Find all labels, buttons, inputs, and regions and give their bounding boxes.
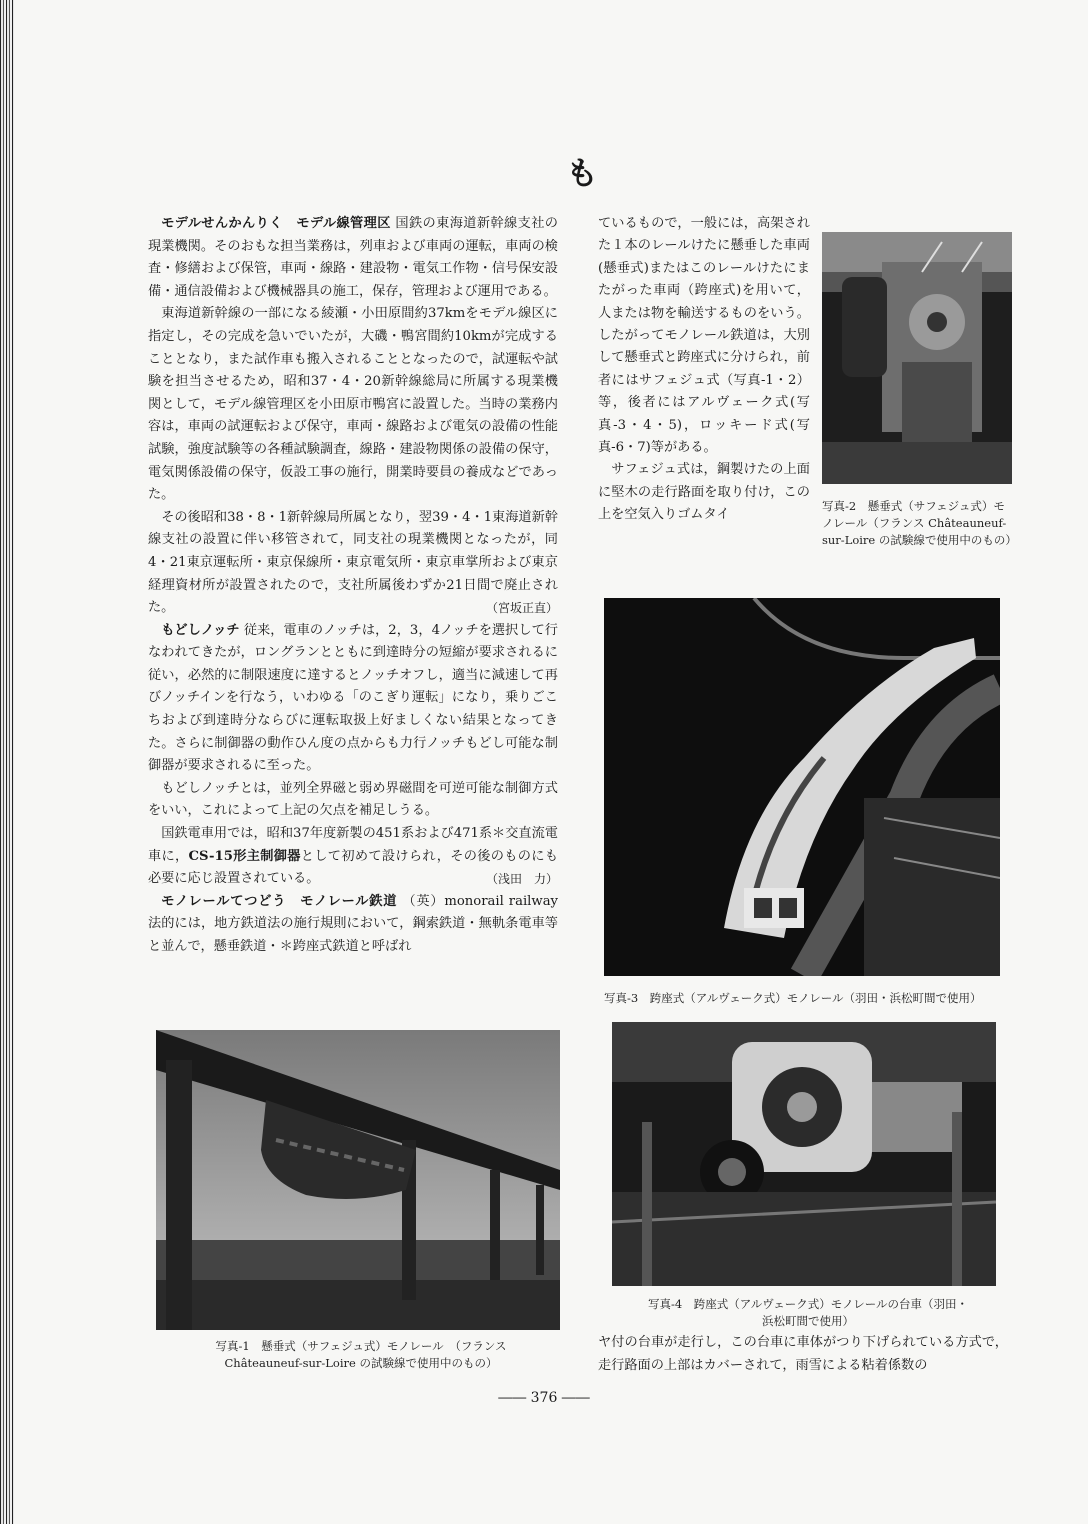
paragraph: ているもので，一般には，高架された１本のレールけたに懸垂した車両(懸垂式)またはこのレールけたにまたがった車両（跨座式)を用いて，人または物を輸送するものをいう。したがってモノレール鉄道は，大別して懸垂式と跨座式に分けられ，前者にはサフェジュ式（写真-1・2）等，後者にはアルヴェーク式(写真-3・4・5)，ロッキード式(写真-6・7)等がある。 bbox=[598, 216, 810, 456]
paragraph: サフェジュ式は，鋼製けたの上面に堅木の走行路面を取り付け，この上を空気入りゴムタイ bbox=[598, 462, 810, 523]
author-credit: （宮坂正直） bbox=[485, 601, 558, 616]
photo-4-alweg-bogie bbox=[612, 1022, 996, 1286]
paragraph: その後昭和38・8・1新幹線局所属となり，翌39・4・1東海道新幹線支社の設置に伴い移管されて，同支社の現業機関となったが，同4・21東京運転所・東京保線所・東京電気所・東京車掌所および東京経理資材所が設置されたので，支社所属後わずか21日間で廃止された。 （宮坂正直） bbox=[148, 507, 558, 620]
entry-term: もどしノッチ bbox=[161, 622, 240, 638]
section-heading-kana: も bbox=[566, 154, 599, 192]
paragraph: もどしノッチとは，並列全界磁と弱め界磁間を可逆可能な制御方式をいい，これによって上記の欠点を補足しうる。 bbox=[148, 780, 558, 819]
photo-2-caption: 写真-2 懸垂式（サフェジュ式）モノレール（フランス Châteauneuf-sur-Loire の試験線で使用中のもの） bbox=[822, 499, 1017, 547]
paragraph: ヤ付の台車が走行し，この台車に車体がつり下げられている方式で，走行路面の上部はカバーされて，雨雪による粘着係数の bbox=[598, 1335, 1008, 1373]
entry-monorail bbox=[148, 891, 572, 959]
author-credit: （浅田 力） bbox=[485, 872, 558, 887]
entry-text: 国鉄の東海道新幹線支社の現業機関。そのおもな担当業務は，列車および車両の運転，車両の検査・修繕および保管，車両・線路・建設物・電気工作物・信号保安設備・通信設備および機械器具の施工，保存，管理および運用である。 bbox=[148, 216, 558, 299]
entry-text: （英）monorail railway 法的には，地方鉄道法の施行規則において，鋼索鉄道・無軌条電車等と並んで，懸垂鉄道・＊跨座式鉄道と呼ばれ bbox=[148, 893, 572, 954]
right-column-bottom bbox=[598, 1332, 1008, 1377]
photo-1-caption: 写真-1 懸垂式（サフェジュ式）モノレール （フランス Châteauneuf-sur-Loire の試験線で使用中のもの） bbox=[215, 1339, 507, 1370]
entry-term: モデルせんかんりく モデル線管理区 bbox=[161, 216, 391, 231]
photo-3-caption: 写真-3 跨座式（アルヴェーク式）モノレール（羽田・浜松町間で使用） bbox=[604, 991, 982, 1005]
entry-text: 従来，電車のノッチは，2，3，4ノッチを選択して行なわれてきたが，ロングランとともに到達時分の短縮が要求されるに従い，必然的に制限速度に達するとノッチオフし，適当に減速して再びノッチインを行なう，いわゆる「のこぎり運転」になり，乗りごこちおよび到達時分ならびに運転取扱上好ましくない結果となってきた。さらに制御器の動作ひん度の点からも力行ノッチもどし可能な制御器が要求されるに至った。 bbox=[148, 622, 558, 774]
book-binding-edge bbox=[0, 0, 14, 1524]
entry-modoshi-notch bbox=[148, 620, 558, 778]
photo-1-safege-monorail bbox=[156, 1030, 560, 1330]
entry-term: モノレールてつどう モノレール鉄道 bbox=[161, 893, 398, 909]
left-column bbox=[148, 213, 572, 959]
bold-term: CS-15形主制御器 bbox=[188, 848, 301, 864]
paragraph: 国鉄電車用では，昭和37年度新製の451系および471系＊交直流電車に，CS-15形主制御器として初めて設けられ，その後のものにも必要に応じ設置されている。 （浅田 力） bbox=[148, 823, 558, 891]
paragraph: 東海道新幹線の一部になる綾瀬・小田原間約37kmをモデル線区に指定し，その完成を急いでいたが，大磯・鴨宮間約10kmが完成することとなり，また試作車も搬入されることとなったので，試運転や試験を担当させるため，昭和37・4・20新幹線総局に所属する現業機関として，モデル線管理区を小田原市鴨宮に設置した。当時の業務内容は，車両の試運転および保守，車両・線路および電気の設備の性能試験，強度試験等の各種試験調査，線路・建設物関係の設備の保守，電気関係設備の保守，仮設工事の施行，開業時要員の養成などであった。 bbox=[148, 306, 558, 503]
photo-3-alweg-monorail bbox=[604, 598, 1000, 976]
photo-2-suspended-bogie bbox=[822, 232, 1012, 484]
photo-4-caption: 写真-4 跨座式（アルヴェーク式）モノレールの台車（羽田・浜松町間で使用） bbox=[648, 1297, 968, 1328]
entry-model-line bbox=[148, 213, 558, 303]
page-number: ―― 376 ―― bbox=[498, 1390, 590, 1406]
right-column-top bbox=[598, 213, 810, 527]
